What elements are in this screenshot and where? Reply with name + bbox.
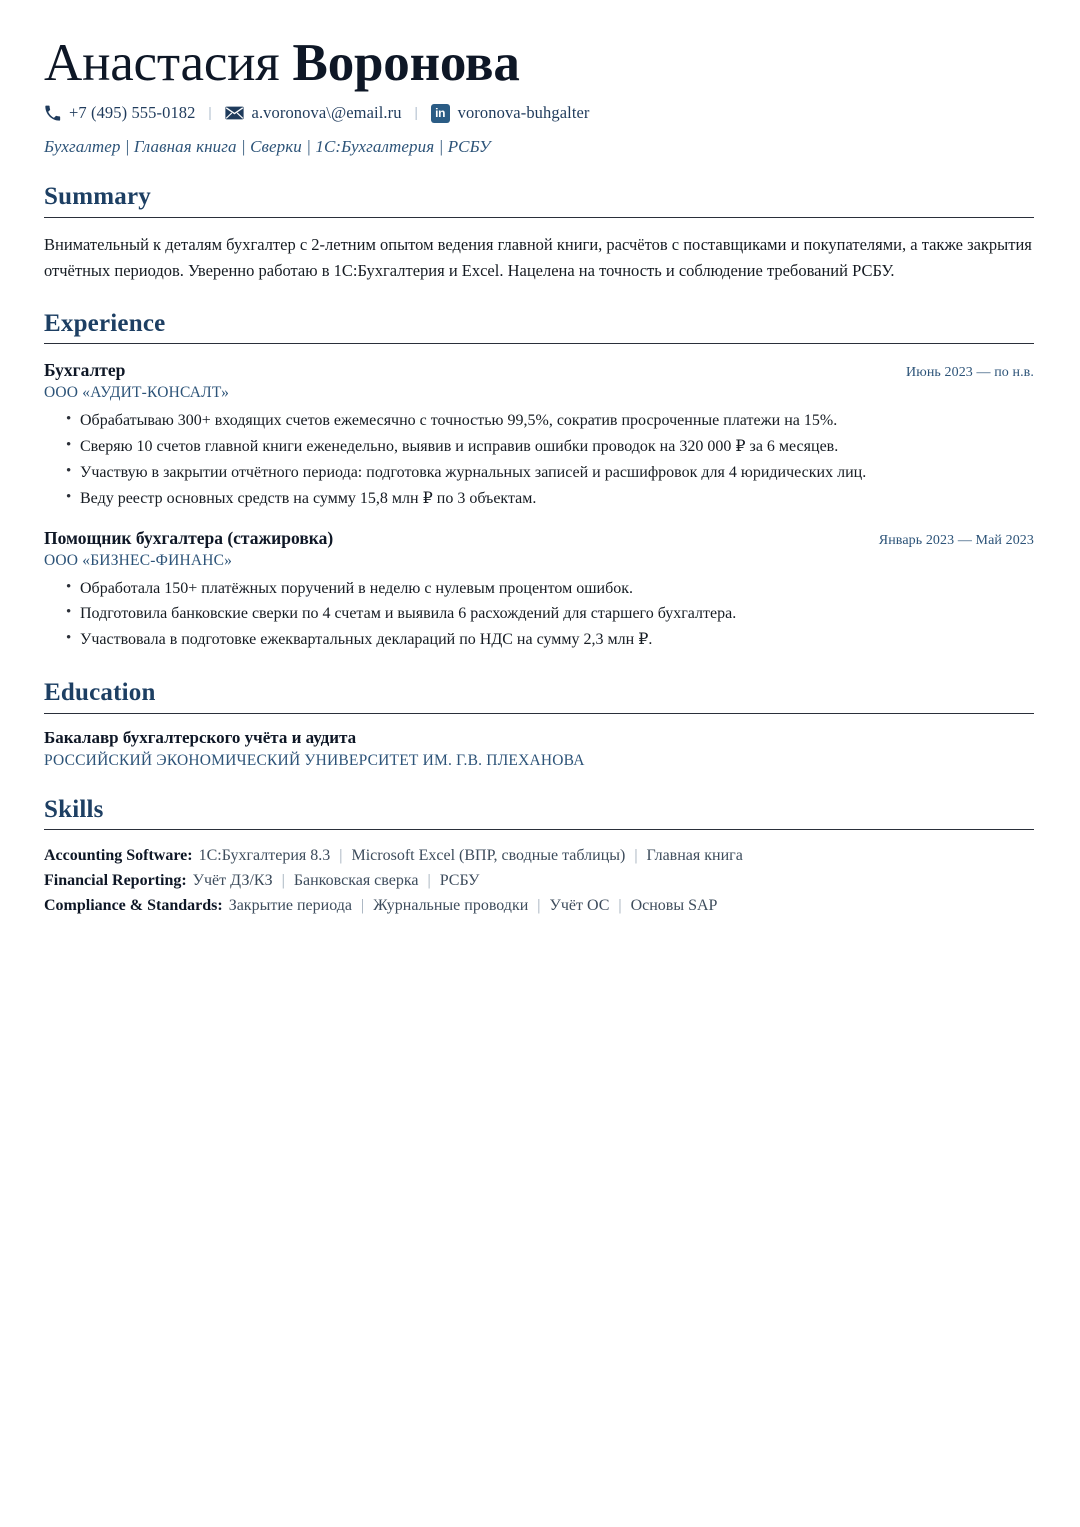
job-company: ООО «БИЗНЕС-ФИНАНС» (44, 551, 233, 569)
job-bullet: • Веду реестр основных средств на сумму 15,8 млн ₽ по 3 объектам. (66, 487, 1034, 512)
job-title: Помощник бухгалтера (стажировка) (44, 527, 334, 548)
experience-entry (44, 528, 1034, 653)
contact-email[interactable] (225, 103, 402, 123)
skill-group-label: Compliance & Standards: (44, 897, 223, 915)
skills-body (44, 830, 1034, 918)
section-skills (44, 796, 1034, 919)
skill-item: Microsoft Excel (ВПР, сводные таблицы) (351, 847, 626, 865)
job-bullet: • Обрабатываю 300+ входящих счетов ежемесячно с точностью 99,5%, сократив просроченные платежи на 15%. (66, 409, 1034, 434)
job-bullet: • Участвовала в подготовке ежеквартальных деклараций по НДС на сумму 2,3 млн ₽. (66, 628, 1034, 653)
job-header (44, 360, 1034, 381)
skill-item: 1С:Бухгалтерия 8.3 (198, 847, 331, 865)
envelope-icon (225, 106, 244, 120)
headline-tagline: Бухгалтер | Главная книга | Сверки | 1С:Бухгалтерия | РСБУ (44, 137, 491, 157)
job-bullet: • Подготовила банковские сверки по 4 счетам и выявила 6 расхождений для старшего бухгалтера. (66, 602, 1034, 627)
skill-item: Главная книга (646, 847, 743, 865)
job-date: Январь 2023 — Май 2023 (878, 532, 1034, 548)
skill-item-separator: | (281, 872, 285, 890)
first-name: Анастасия (44, 34, 280, 92)
contact-separator-1: | (208, 104, 212, 121)
skill-group-values (223, 897, 718, 914)
skill-item-separator: | (427, 872, 431, 890)
skill-item: Основы SAP (630, 897, 718, 915)
job-company: ООО «АУДИТ-КОНСАЛТ» (44, 384, 230, 402)
experience-entry (44, 360, 1034, 511)
education-degree: Бакалавр бухгалтерского учёта и аудита (44, 727, 357, 747)
job-title: Бухгалтер (44, 360, 126, 381)
skill-item: Банковская сверка (293, 872, 419, 890)
skill-group (44, 894, 1034, 918)
section-education (44, 679, 1034, 770)
section-title-education: Education (44, 678, 156, 706)
skill-item-separator: | (361, 897, 365, 915)
job-bullet: • Обработала 150+ платёжных поручений в неделю с нулевым процентом ошибок. (66, 577, 1034, 602)
linkedin-text: voronova-buhgalter (457, 103, 590, 123)
email-text: a.voronova\@email.ru (251, 103, 402, 123)
skill-group (44, 844, 1034, 868)
job-bullet: • Сверяю 10 счетов главной книги еженедельно, выявив и исправив ошибки проводок на 320 000 ₽ за 6 месяцев. (66, 435, 1034, 460)
section-title-experience: Experience (44, 309, 166, 337)
skill-group-label: Accounting Software: (44, 847, 193, 865)
contact-phone[interactable] (44, 103, 196, 123)
section-title-skills: Skills (44, 795, 104, 823)
linkedin-icon: in (431, 104, 450, 123)
job-header (44, 528, 1034, 549)
skill-item-separator: | (537, 897, 541, 915)
phone-icon (44, 105, 61, 122)
education-school: РОССИЙСКИЙ ЭКОНОМИЧЕСКИЙ УНИВЕРСИТЕТ ИМ. Г.В. ПЛЕХАНОВА (44, 751, 585, 769)
job-bullet-list (44, 409, 1034, 511)
skill-item-separator: | (339, 847, 343, 865)
education-body (44, 714, 1034, 770)
contact-separator-2: | (414, 104, 418, 121)
phone-text: +7 (495) 555-0182 (69, 103, 196, 123)
job-date: Июнь 2023 — по н.в. (906, 365, 1034, 381)
skill-item-separator: | (634, 847, 638, 865)
skill-group-values (193, 847, 743, 864)
skill-group-values (187, 872, 480, 889)
summary-body (44, 218, 1034, 283)
last-name: Воронова (292, 34, 520, 92)
resume-header (44, 34, 1034, 157)
job-bullet: • Участвую в закрытии отчётного периода: подготовка журнальных записей и расшифровок для 4 юридических лиц. (66, 461, 1034, 486)
skill-item: Закрытие периода (228, 897, 352, 915)
section-title-summary: Summary (44, 183, 151, 211)
skill-group (44, 869, 1034, 893)
skill-item: Учёт ДЗ/КЗ (192, 872, 273, 890)
contact-line (44, 103, 1034, 123)
skill-item: РСБУ (439, 872, 480, 890)
summary-text: Внимательный к деталям бухгалтер с 2-летним опытом ведения главной книги, расчётов с поставщиками и покупателями, а также закрытия отчётных периодов. Уверенно работаю в 1С:Бухгалтерия и Excel. Нацелена на точность и соблюдение требований РСБУ. (44, 235, 1032, 280)
skill-item-separator: | (618, 897, 622, 915)
contact-linkedin[interactable] (431, 103, 590, 123)
skill-item: Журнальные проводки (373, 897, 529, 915)
skill-group-label: Financial Reporting: (44, 872, 187, 890)
candidate-name (44, 34, 1034, 93)
section-summary (44, 183, 1034, 283)
experience-body (44, 344, 1034, 653)
skill-item: Учёт ОС (549, 897, 610, 915)
job-bullet-list (44, 577, 1034, 653)
section-experience (44, 310, 1034, 653)
